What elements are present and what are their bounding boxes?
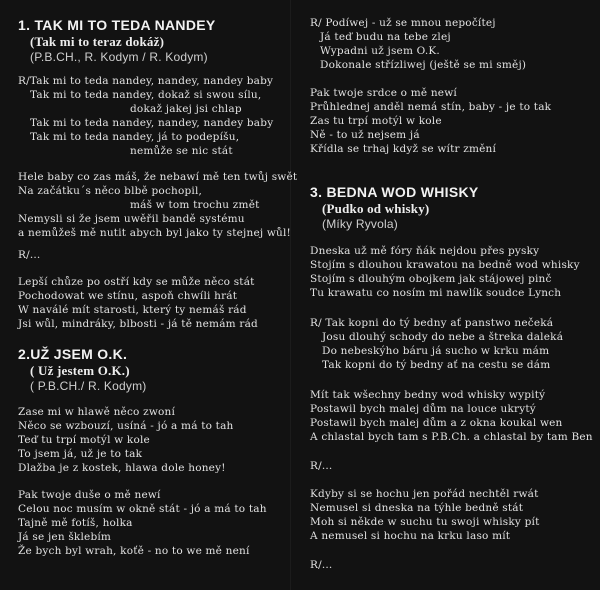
lyric-line: Tak mi to teda nandey, já to podepíšu, bbox=[30, 131, 240, 143]
lyric-line: R/ Podíwej - už se mnou nepočítej bbox=[310, 17, 496, 29]
lyric-line: Dneska už mě fóry ňák nejdou přes pysky bbox=[310, 245, 540, 257]
lyric-line: R/... bbox=[18, 249, 41, 261]
lyric-line: Kdyby si se hochu jen pořád nechtěl rwát bbox=[310, 488, 539, 500]
lyric-line: R/... bbox=[310, 559, 333, 571]
lyric-line: Pak twoje srdce o mě newí bbox=[310, 87, 457, 99]
lyric-line: Průhlednej anděl nemá stín, baby - je to tak bbox=[310, 101, 552, 113]
lyric-line: A nemusel si hochu na krku laso mít bbox=[310, 530, 511, 542]
song-2-credit: ( P.B.CH./ R. Kodym) bbox=[30, 379, 147, 393]
lyric-line: Pak twoje duše o mě newí bbox=[18, 489, 161, 501]
song-3-title: 3. BEDNA WOD WHISKY bbox=[310, 184, 479, 200]
lyric-line: To jsem já, už je to tak bbox=[18, 448, 143, 460]
lyric-line: W naválé mít starosti, který ty nemáš rád bbox=[18, 304, 247, 316]
song-1-credit: (P.B.CH., R. Kodym / R. Kodym) bbox=[30, 50, 208, 64]
lyric-line: Něco se wzbouzí, usíná - jó a má to tah bbox=[18, 420, 234, 432]
lyric-line: Nemysli si že jsem uwěřil bandě systému bbox=[18, 213, 245, 225]
lyric-line: Wypadni už jsem O.K. bbox=[320, 45, 440, 57]
lyric-line: Tak kopni do tý bedny ať na cestu se dám bbox=[322, 359, 551, 371]
lyric-line: Jsi wůl, mindráky, blbosti - já tě nemám rád bbox=[18, 318, 258, 330]
lyric-line: Křídla se trhaj když se wítr změní bbox=[310, 143, 497, 155]
lyric-line: nemůže se nic stát bbox=[130, 145, 233, 157]
song-1-subtitle: (Tak mi to teraz dokáž) bbox=[30, 34, 165, 49]
lyric-line: Josu dlouhý schody do nebe a štreka daleká bbox=[322, 331, 564, 343]
lyric-line: A chlastal bych tam s P.B.Ch. a chlastal by tam Ben bbox=[310, 431, 593, 443]
lyric-line: Dokonale střízliwej (ještě se mi směj) bbox=[320, 59, 527, 71]
song-3-credit: (Míky Ryvola) bbox=[322, 217, 398, 231]
lyric-line: a nemůžeš mě nutit abych byl jako ty stejnej wůl! bbox=[18, 227, 291, 239]
lyric-line: dokaž jakej jsi chlap bbox=[130, 103, 242, 115]
song-2-title: 2.UŽ JSEM O.K. bbox=[18, 346, 128, 362]
song-1-title: 1. TAK MI TO TEDA NANDEY bbox=[18, 17, 216, 33]
lyric-line: Že bych byl wrah, koťě - no to we mě není bbox=[18, 545, 250, 557]
song-2-subtitle: ( Už jestem O.K.) bbox=[30, 363, 130, 378]
lyric-line: Stojím s dlouhou krawatou na bedně wod whisky bbox=[310, 259, 580, 271]
lyric-line: Na začátku´s něco blbě pochopil, bbox=[18, 185, 203, 197]
lyric-line: Zase mi w hlawě něco zwoní bbox=[18, 406, 176, 418]
song-3-subtitle: (Pudko od whisky) bbox=[322, 201, 430, 216]
lyric-line: Postawil bych malej dům na louce ukrytý bbox=[310, 403, 536, 415]
lyric-line: Pochodowat we stínu, aspoň chwíli hrát bbox=[18, 290, 238, 302]
lyric-line: Tak mi to teda nandey, dokaž si swou sílu, bbox=[30, 89, 262, 101]
lyric-line: R/ Tak kopni do tý bedny ať panstwo nečeká bbox=[310, 317, 554, 329]
lyric-line: R/Tak mi to teda nandey, nandey, nandey baby bbox=[18, 75, 274, 87]
lyric-line: Celou noc musím w okně stát - jó a má to tah bbox=[18, 503, 267, 515]
lyric-line: Do nebeskýho báru já sucho w krku mám bbox=[322, 345, 550, 357]
lyric-line: Ně - to už nejsem já bbox=[310, 129, 420, 141]
lyric-line: Já teď budu na tebe zlej bbox=[320, 31, 451, 43]
lyric-line: Teď tu trpí motýl w kole bbox=[18, 434, 150, 446]
column-divider bbox=[290, 0, 291, 590]
lyric-line: Stojím s dlouhým obojkem jak stájowej pinč bbox=[310, 273, 552, 285]
lyric-line: Postawil bych malej dům a z okna koukal wen bbox=[310, 417, 563, 429]
lyric-line: Mít tak wšechny bedny wod whisky wypitý bbox=[310, 389, 546, 401]
lyric-line: máš w tom trochu změt bbox=[130, 199, 260, 211]
lyric-line: Já se jen šklebím bbox=[18, 531, 112, 543]
lyric-line: Tu krawatu co nosím mi nawlík soudce Lynch bbox=[310, 287, 562, 299]
lyric-line: Hele baby co zas máš, že nebawí mě ten twůj swět bbox=[18, 171, 298, 183]
lyric-line: Tak mi to teda nandey, nandey, nandey baby bbox=[30, 117, 274, 129]
lyric-line: Zas tu trpí motýl w kole bbox=[310, 115, 442, 127]
lyric-line: Lepší chůze po ostří kdy se může něco stát bbox=[18, 276, 255, 288]
lyric-line: Tajně mě fotíš, holka bbox=[18, 517, 133, 529]
lyric-line: Dlažba je z kostek, hlawa dole honey! bbox=[18, 462, 226, 474]
lyric-line: Moh si někde w suchu tu swoji whisky pít bbox=[310, 516, 540, 528]
lyric-line: Nemusel si dneska na týhle bedně stát bbox=[310, 502, 524, 514]
lyric-line: R/... bbox=[310, 460, 333, 472]
